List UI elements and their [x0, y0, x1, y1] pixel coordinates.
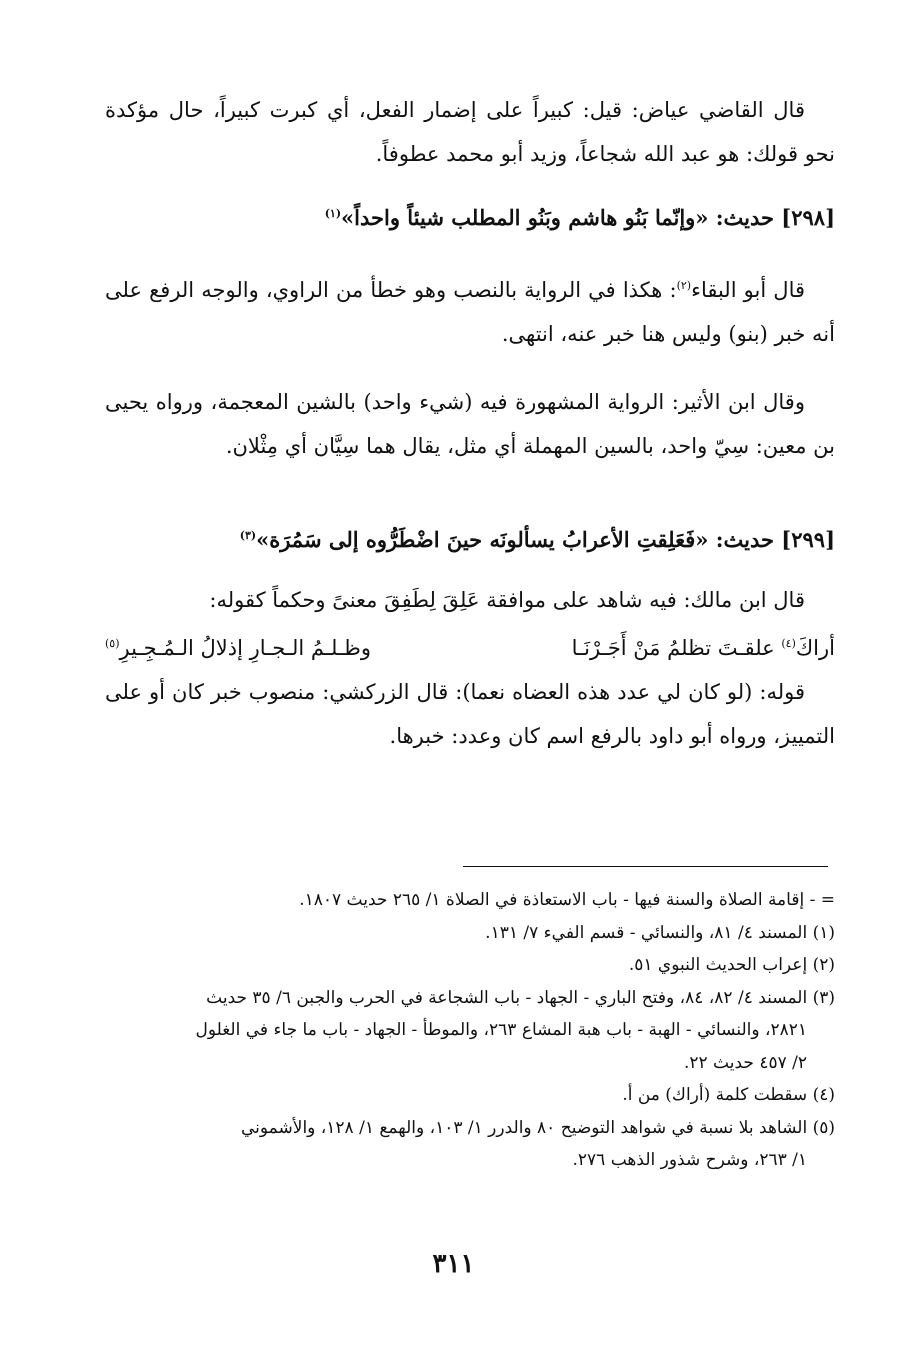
hadith-text: حديث: «وإنّما بَنُو هاشم وبَنُو المطلب شيئاً واحداً»: [341, 205, 774, 230]
footnote-ref: (٥): [105, 637, 120, 650]
footnote-ref: (٢): [676, 279, 692, 292]
paragraph-zarkashi: قوله: (لو كان لي عدد هذه العضاه نعما): قال الزركشي: منصوب خبر كان أو على التمييز، ورواه أبو داود بالرفع اسم كان وعدد: خبرها.: [105, 680, 835, 748]
paragraph-ibn-malik: قال ابن مالك: فيه شاهد على موافقة عَلِقَ لِطَفِقَ معنىً وحكماً كقوله:: [209, 588, 805, 612]
paragraph-ibn-athir: وقال ابن الأثير: الرواية المشهورة فيه (شيء واحد) بالشين المعجمة، ورواه يحيى بن معين: سِيّ واحد، بالسين المهملة أي مثل، يقال هما سِيَّان أي مِثْلان.: [105, 390, 835, 458]
footnote-3: (٣) المسند ٤/ ٨٢، ٨٤، وفتح الباري - الجهاد - باب الشجاعة في الحرب والجبن ٦/ ٣٥ حديث ٢٨٢١، والنسائي - الهبة - باب هبة المشاع ٢٦٣، والموطأ - الجهاد - باب ما جاء في الغلول ٢/ ٤٥٧ حديث ٢٢.: [195, 987, 835, 1073]
footnote-4: (٤) سقطت كلمة (أراك) من أ.: [622, 1085, 835, 1105]
footnote-continued: = - إقامة الصلاة والسنة فيها - باب الاستعاذة في الصلاة ١/ ٢٦٥ حديث ١٨٠٧.: [299, 890, 835, 910]
poetry-verse: [105, 622, 835, 670]
footnote-5: (٥) الشاهد بلا نسبة في شواهد التوضيح ٨٠ والدرر ١/ ١٠٣، والهمع ١/ ١٢٨، والأشموني ١/ ٢٦٣، وشرح شذور الذهب ٢٧٦.: [241, 1117, 835, 1170]
footnote-2: (٢) إعراب الحديث النبوي ٥١.: [628, 955, 835, 975]
footnote-ref: (٣): [239, 529, 257, 542]
hadith-text: حديث: «فَعَلِقتِ الأعرابُ يسألونَه حينَ اضْطَرُّوه إلى سَمُرَة»: [256, 527, 774, 552]
footnotes: [105, 884, 835, 1177]
verse-first-hemistich: أراكَ$^{(٤)}$ علقـتَ تظلمُ مَنْ أَجَـرْنَـا: [571, 636, 835, 660]
footnote-ref: (١): [324, 207, 342, 220]
verse-second-hemistich: وظـلـمُ الـجـارِ إذلالُ الـمُـجِـيرِ$^{(٥)}$: [105, 636, 371, 660]
footnote-separator: [463, 866, 828, 867]
hadith-number: [٢٩٨]: [781, 205, 835, 230]
hadith-number: [٢٩٩]: [781, 527, 835, 552]
footnote-ref: (٤): [781, 637, 796, 650]
hadith-298-heading: [105, 192, 835, 240]
main-text: [105, 88, 835, 758]
page-number: ٣١١: [432, 1249, 475, 1279]
footnote-1: (١) المسند ٤/ ٨١، والنسائي - قسم الفيء ٧/ ١٣١.: [485, 922, 835, 943]
paragraph-abu-albaqa: قال أبو البقاء$^{(٢)}$: هكذا في الرواية بالنصب وهو خطأ من الراوي، والوجه الرفع على أنه خبر (بنو) وليس هنا خبر عنه، انتهى.: [105, 278, 835, 346]
paragraph-qadi-iyad: قال القاضي عياض: قيل: كبيراً على إضمار الفعل، أي كبرت كبيراً، حال مؤكدة نحو قولك: هو عبد الله شجاعاً، وزيد أبو محمد عطوفاً.: [105, 98, 835, 166]
hadith-299-heading: [105, 514, 835, 562]
